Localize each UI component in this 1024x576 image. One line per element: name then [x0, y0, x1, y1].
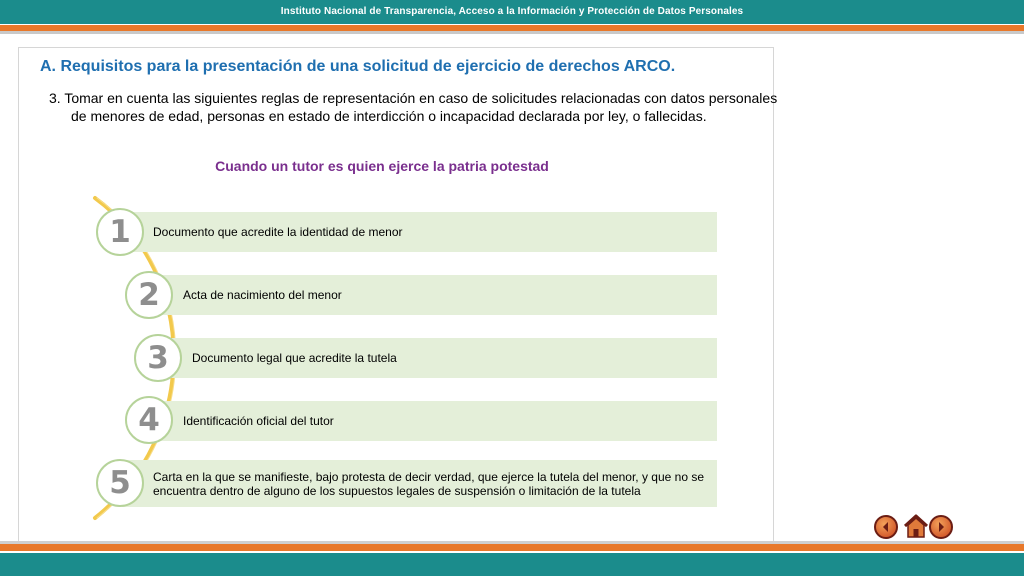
step-item-2 [150, 275, 717, 315]
step-item-3 [160, 338, 717, 378]
next-button[interactable] [929, 515, 953, 539]
step-text: Documento que acredite la identidad de menor [153, 225, 403, 239]
step-text: Carta en la que se manifieste, bajo protesta de decir verdad, que ejerce la tutela del menor, y que no se encuentra dentro de alguno de los supuestos legales de suspensión o limitación de la tutela [153, 469, 705, 498]
step-item-1 [122, 212, 717, 252]
step-number-badge: 2 [125, 271, 173, 319]
prev-button[interactable] [874, 515, 898, 539]
step-item-4 [150, 401, 717, 441]
step-text: Documento legal que acredite la tutela [192, 351, 397, 365]
step-text: Identificación oficial del tutor [183, 414, 334, 428]
step-number-badge: 1 [96, 208, 144, 256]
arrow-left-icon [880, 521, 892, 533]
section-subtitle: Cuando un tutor es quien ejerce la patria potestad [215, 158, 549, 174]
home-button[interactable] [903, 513, 929, 539]
step-number-badge: 4 [125, 396, 173, 444]
arrow-right-icon [935, 521, 947, 533]
footer-bar [0, 553, 1024, 576]
header-gray-stripe [0, 31, 1024, 34]
home-icon [903, 513, 929, 539]
footer-orange-stripe [0, 544, 1024, 551]
step-number-badge: 3 [134, 334, 182, 382]
step-text: Acta de nacimiento del menor [183, 288, 342, 302]
step-number-badge: 5 [96, 459, 144, 507]
header-institution: Instituto Nacional de Transparencia, Acceso a la Información y Protección de Datos Personales [0, 0, 1024, 24]
intro-paragraph: 3. Tomar en cuenta las siguientes reglas de representación en caso de solicitudes relacionadas con datos personales de menores de edad, personas en estado de interdicción o incapacidad declarada por ley, o fallecidas. [49, 90, 778, 124]
step-item-5 [122, 460, 717, 507]
page-heading: A. Requisitos para la presentación de una solicitud de ejercicio de derechos ARCO. [40, 58, 676, 75]
